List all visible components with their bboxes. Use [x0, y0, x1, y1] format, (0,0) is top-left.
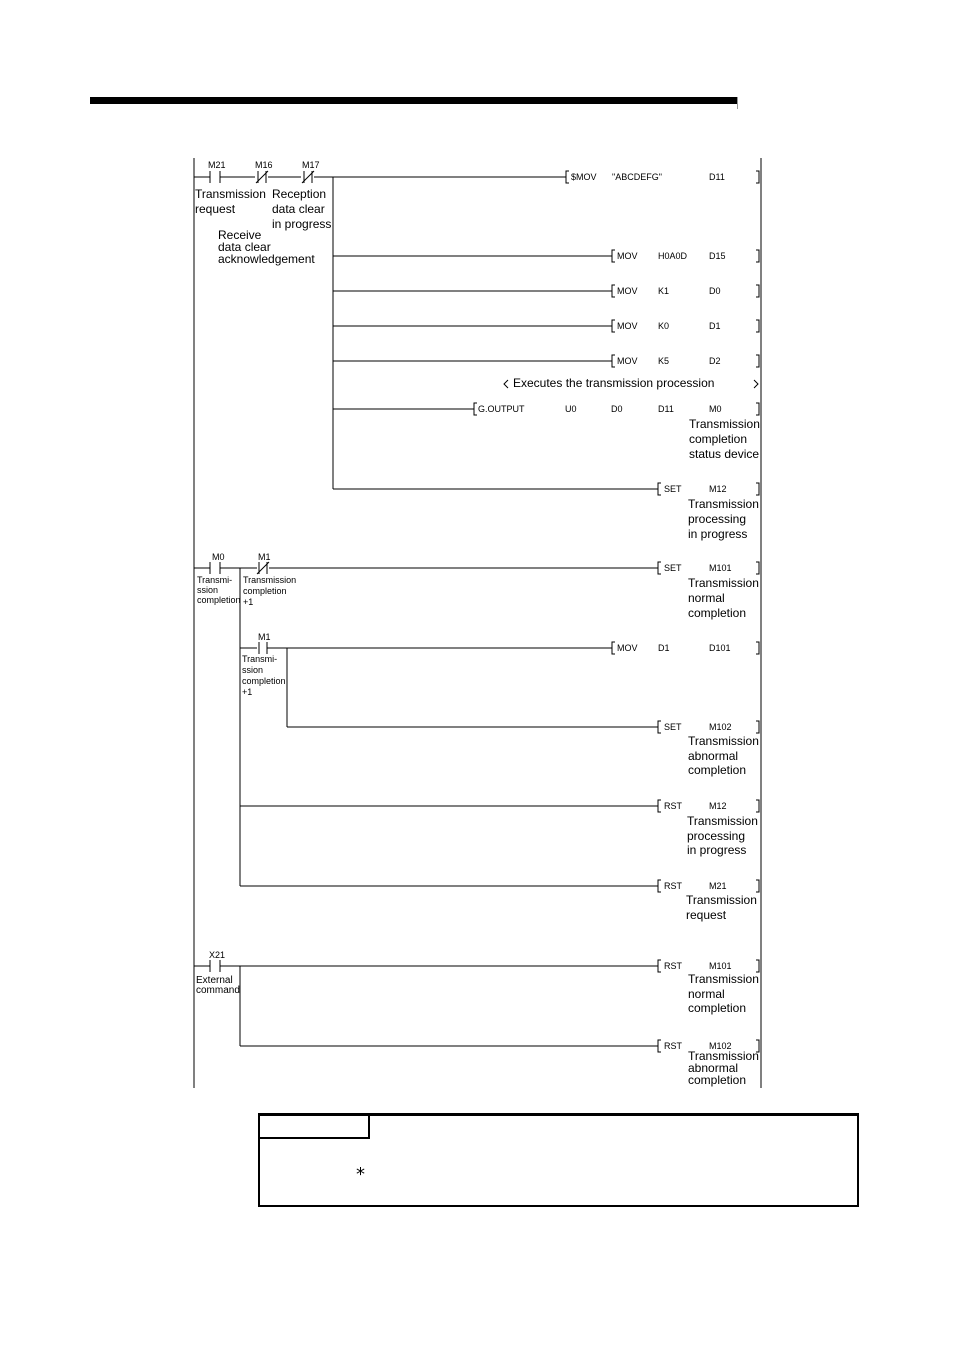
instruction-arg: D101	[709, 643, 731, 653]
contact-comment: Transmi-	[242, 654, 278, 664]
contact-comment: Transmission	[195, 187, 266, 201]
device-comment: normal	[688, 987, 725, 1001]
device-comment: completion	[688, 1073, 747, 1087]
contact-comment: acknowledgement	[218, 252, 315, 266]
instruction-arg: M101	[709, 563, 732, 573]
instruction-op: SET	[664, 563, 682, 573]
contact-comment: Receive	[218, 228, 262, 242]
device-comment: abnormal	[688, 749, 739, 763]
contact-comment: completion	[242, 676, 286, 686]
instruction-op: MOV	[617, 321, 638, 331]
instruction-arg: U0	[565, 404, 577, 414]
instruction-op: SET	[664, 484, 682, 494]
device-comment: Transmission	[687, 814, 758, 828]
point-box-tab	[260, 1116, 370, 1139]
contact-x21-device: X21	[209, 950, 226, 960]
contact-comment: in progress	[272, 217, 332, 231]
contact-comment: completion	[243, 586, 287, 596]
contact-m21-device: M21	[208, 160, 226, 170]
instruction-op: MOV	[617, 356, 638, 366]
contact-comment: data clear	[218, 240, 271, 254]
device-comment: completion	[688, 606, 747, 620]
instruction-op: MOV	[617, 286, 638, 296]
instruction-arg: M101	[709, 961, 732, 971]
instruction-arg: D1	[658, 643, 670, 653]
instruction-arg: M12	[709, 484, 727, 494]
instruction-arg: H0A0D	[658, 251, 688, 261]
instruction-arg: D2	[709, 356, 721, 366]
instruction-op: RST	[664, 881, 682, 891]
device-comment: Transmission	[688, 734, 759, 748]
contact-m1-no-device: M1	[258, 632, 271, 642]
device-comment: Transmission	[689, 417, 760, 431]
contact-comment: +1	[243, 597, 254, 607]
contact-comment: request	[195, 202, 236, 216]
device-comment: Transmission	[688, 497, 759, 511]
contact-m16-device: M16	[255, 160, 273, 170]
instruction-arg: D0	[611, 404, 623, 414]
contact-comment: ssion	[197, 585, 219, 595]
instruction-arg: M21	[709, 881, 727, 891]
instruction-op: RST	[664, 961, 682, 971]
contact-comment: Transmi-	[197, 575, 233, 585]
instruction-arg: K5	[658, 356, 670, 366]
instruction-arg: D11	[658, 404, 674, 414]
device-comment: completion	[689, 432, 748, 446]
contact-comment: completion	[197, 595, 241, 605]
instruction-arg: D15	[709, 251, 726, 261]
contact-comment: data clear	[272, 202, 325, 216]
instruction-op: RST	[664, 801, 682, 811]
device-comment: Transmission	[688, 972, 759, 986]
device-comment: completion	[688, 763, 747, 777]
instruction-arg: M102	[709, 1041, 732, 1051]
contact-comment: ssion	[242, 665, 264, 675]
point-box	[258, 1113, 859, 1207]
instruction-arg: M102	[709, 722, 732, 732]
contact-comment: External	[196, 975, 233, 986]
device-comment: Transmission	[686, 893, 757, 907]
contact-m0-device: M0	[212, 552, 225, 562]
device-comment: in progress	[687, 843, 747, 857]
instruction-op: MOV	[617, 251, 638, 261]
device-comment: in progress	[688, 527, 748, 541]
device-comment: processing	[688, 512, 747, 526]
device-comment: normal	[688, 591, 725, 605]
device-comment: status device	[689, 447, 760, 461]
instruction-arg: M12	[709, 801, 727, 811]
instruction-arg: K1	[658, 286, 670, 296]
procedure-note: Executes the transmission procession	[513, 376, 715, 390]
instruction-arg: D1	[709, 321, 721, 331]
device-comment: processing	[687, 829, 746, 843]
contact-comment: Reception	[272, 187, 327, 201]
instruction-op: $MOV	[571, 172, 597, 182]
instruction-op: RST	[664, 1041, 682, 1051]
instruction-op: G.OUTPUT	[478, 404, 525, 414]
contact-comment: Transmission	[243, 575, 297, 585]
instruction-arg: M0	[709, 404, 722, 414]
device-comment: abnormal	[688, 1061, 739, 1075]
instruction-arg: "ABCDEFG"	[612, 172, 662, 182]
device-comment: request	[686, 908, 727, 922]
contact-comment: +1	[242, 687, 253, 697]
instruction-arg: D11	[709, 172, 725, 182]
instruction-op: MOV	[617, 643, 638, 653]
contact-m17-device: M17	[302, 160, 320, 170]
asterisk-symbol: *	[356, 1164, 365, 1185]
contact-comment: command	[196, 985, 240, 996]
instruction-arg: D0	[709, 286, 721, 296]
device-comment: Transmission	[688, 1049, 759, 1063]
contact-m1-nc-device: M1	[258, 552, 271, 562]
instruction-arg: K0	[658, 321, 670, 331]
device-comment: completion	[688, 1001, 747, 1015]
device-comment: Transmission	[688, 576, 759, 590]
instruction-op: SET	[664, 722, 682, 732]
